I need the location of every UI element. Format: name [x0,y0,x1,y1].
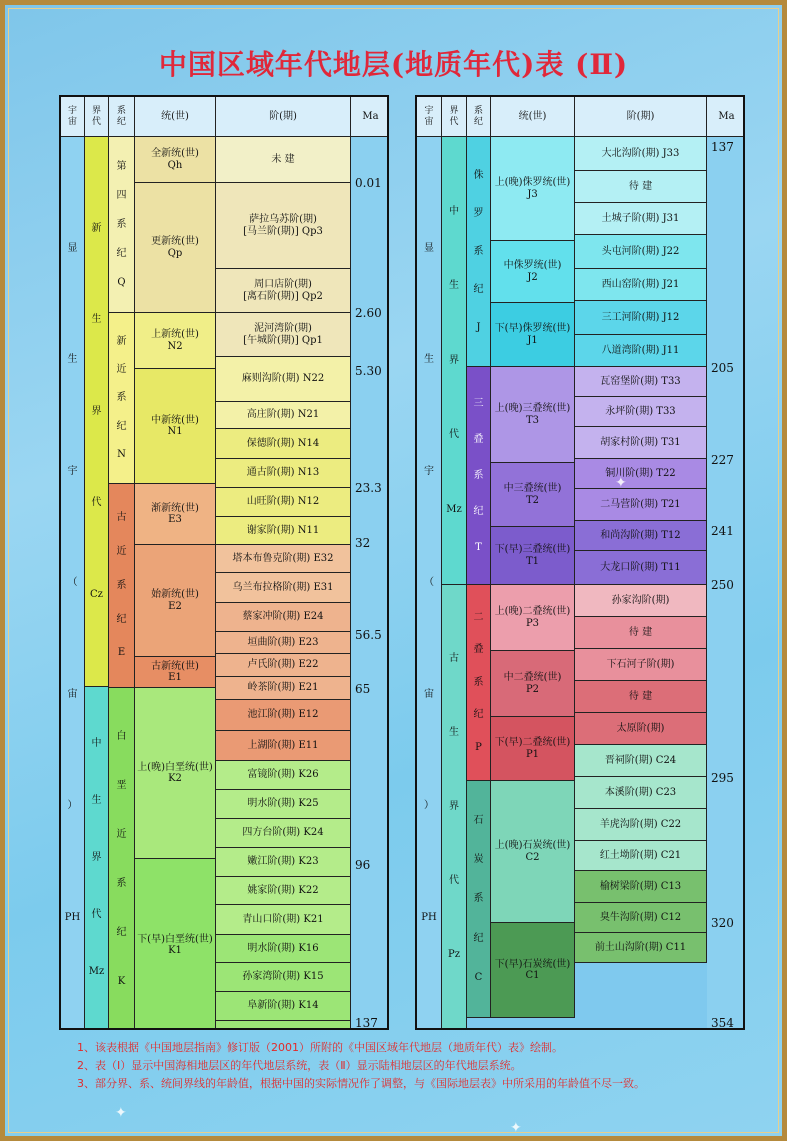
stage-cell: 太原阶(期) [575,713,707,745]
ma-value: 56.5 [355,628,382,642]
footnote-1: 1、该表根据《中国地层指南》修订版（2001）所附的《中国区域年代地层（地质年代）表》绘制。 [77,1041,563,1054]
stage-cell: 岭茶阶(期) E21 [216,677,351,700]
ma-value: 0.01 [355,176,382,190]
series-cell: 古新统(世) E1 [135,657,216,688]
series-cell: 中二叠统(世) P2 [491,651,575,717]
series-cell: 上(晚)二叠统(世) P3 [491,585,575,651]
ma-value: 65 [355,682,371,696]
stage-cell: 未 建 [216,137,351,183]
era-cell: 新 生 界 代 Cz [85,137,109,687]
stratigraphy-tables [5,5,782,1136]
period-cell: 白 垩 近 系 纪 K [109,688,135,1030]
stage-cell: 通古阶(期) N13 [216,459,351,488]
header-period: 系 纪 [109,97,135,137]
stage-cell: 阜新阶(期) K14 [216,992,351,1021]
stage-cell: 头屯河阶(期) J22 [575,235,707,269]
stage-cell: 富镜阶(期) K26 [216,761,351,790]
stage-cell: 孙家湾阶(期) K15 [216,963,351,992]
header-ma: Ma [707,97,745,137]
era-cell: 中 生 界 代 Mz [442,137,467,585]
series-cell: 上(晚)石炭统(世) C2 [491,781,575,923]
stage-cell: 乌兰布拉格阶(期) E31 [216,573,351,603]
series-cell: 中侏罗统(世) J2 [491,241,575,303]
stage-cell: 麻则沟阶(期) N22 [216,357,351,402]
stage-cell: 下石河子阶(期) [575,649,707,681]
ma-value: 320 [711,916,734,930]
sparkle-icon: ✦ [115,1105,127,1121]
stage-cell: 待 建 [575,617,707,649]
stage-cell: 永坪阶(期) T33 [575,397,707,427]
stage-cell: 四方台阶(期) K24 [216,819,351,848]
stage-cell: 八道湾阶(期) J11 [575,335,707,367]
stage-cell: 前土山沟阶(期) C11 [575,933,707,963]
header-stage: 阶(期) [575,97,707,137]
left-stratigraphy-table [59,95,389,1030]
ma-value: 354 [711,1016,734,1030]
stage-cell: 周口店阶(期) [离石阶(期)] Qp2 [216,269,351,313]
header-eon: 宇 宙 [417,97,442,137]
stage-cell: 西山窑阶(期) J21 [575,269,707,301]
footnote-3: 3、部分界、系、统间界线的年龄值，根据中国的实际情况作了调整，与《国际地层表》中所采用的年龄值不尽一致。 [77,1077,645,1091]
stage-cell: 萨拉乌苏阶(期) [马兰阶(期)] Qp3 [216,183,351,269]
header-ma: Ma [351,97,389,137]
footnote-2: 2、表（Ⅰ）显示中国海相地层区的年代地层系统，表（Ⅱ）显示陆相地层区的年代地层系统。 [77,1059,522,1073]
ma-value: 241 [711,524,734,538]
ma-value: 5.30 [355,364,382,378]
ma-value: 137 [711,140,734,154]
stage-cell: 待 建 [575,681,707,713]
header-era: 界 代 [442,97,467,137]
stage-cell: 孙家沟阶(期) [575,585,707,617]
period-cell: 古 近 系 纪 E [109,484,135,688]
header-series: 统(世) [135,97,216,137]
right-stratigraphy-table [415,95,745,1030]
period-cell: 新 近 系 纪 N [109,313,135,484]
stage-cell: 本溪阶(期) C23 [575,777,707,809]
series-cell: 上(晚)侏罗统(世) J3 [491,137,575,241]
stage-cell: 土城子阶(期) J31 [575,203,707,235]
stage-cell: 垣曲阶(期) E23 [216,632,351,654]
stage-cell: 青山口阶(期) K21 [216,905,351,935]
stage-cell: 胡家村阶(期) T31 [575,427,707,459]
stage-cell: 明水阶(期) K25 [216,790,351,819]
eon-cell: 显 生 宇 （ 宙 ） PH [61,137,85,1030]
ma-value: 250 [711,578,734,592]
ma-value: 32 [355,536,371,550]
stage-cell: 三工河阶(期) J12 [575,301,707,335]
stage-cell: 待 建 [575,171,707,203]
stage-cell: 山旺阶(期) N12 [216,488,351,517]
period-cell: 三 叠 系 纪 T [467,367,491,585]
footnotes [77,1041,757,1096]
ma-value: 137 [355,1016,378,1030]
stage-cell: 上湖阶(期) E11 [216,731,351,761]
series-cell: 始新统(世) E2 [135,545,216,657]
sparkle-icon: ✦ [615,475,627,491]
series-cell: 中三叠统(世) T2 [491,463,575,527]
series-cell: 中新统(世) N1 [135,369,216,484]
ma-value: 295 [711,771,734,785]
stage-cell: 榆树梁阶(期) C13 [575,871,707,903]
era-cell: 中 生 界 代 Mz [85,687,109,1030]
period-cell: 石 炭 系 纪 C [467,781,491,1018]
series-cell: 下(早)三叠统(世) T1 [491,527,575,585]
stage-cell: 红土坳阶(期) C21 [575,841,707,871]
stage-cell: 二马营阶(期) T21 [575,489,707,521]
header-era: 界 代 [85,97,109,137]
eon-cell: 显 生 宇 （ 宙 ） PH [417,137,442,1030]
period-cell: 二 叠 系 纪 P [467,585,491,781]
stage-cell: 明水阶(期) K16 [216,935,351,963]
stage-cell: 高庄阶(期) N21 [216,402,351,429]
stage-cell: 大北沟阶(期) J33 [575,137,707,171]
series-cell: 上(晚)白垩统(世) K2 [135,688,216,859]
era-cell: 古 生 界 代 Pz [442,585,467,1030]
series-cell: 下(早)石炭统(世) C1 [491,923,575,1018]
stage-cell: 蔡家冲阶(期) E24 [216,603,351,632]
stage-cell: 和尚沟阶(期) T12 [575,521,707,551]
period-cell: 侏 罗 系 纪 J [467,137,491,367]
header-series: 统(世) [491,97,575,137]
stage-cell: 卢氏阶(期) E22 [216,654,351,677]
stage-cell: 晋祠阶(期) C24 [575,745,707,777]
series-cell: 渐新统(世) E3 [135,484,216,545]
stage-cell: 谢家阶(期) N11 [216,517,351,545]
series-cell: 更新统(世) Qp [135,183,216,313]
page-title: 中国区域年代地层(地质年代)表 (Ⅱ) [158,48,629,81]
ma-column [351,137,389,1030]
ma-value: 23.3 [355,481,382,495]
series-cell: 上(晚)三叠统(世) T3 [491,367,575,463]
ma-value: 96 [355,858,371,872]
ma-value: 227 [711,453,734,467]
stage-cell: 泥河湾阶(期) [午城阶(期)] Qp1 [216,313,351,357]
sparkle-icon: ✦ [510,1120,522,1136]
stage-cell: 嫩江阶(期) K23 [216,848,351,877]
stage-cell: 臭牛沟阶(期) C12 [575,903,707,933]
series-cell: 下(早)二叠统(世) P1 [491,717,575,781]
stage-cell: 保德阶(期) N14 [216,429,351,459]
ma-value: 2.60 [355,306,382,320]
ma-value: 205 [711,361,734,375]
series-cell: 全新统(世) Qh [135,137,216,183]
header-eon: 宇 宙 [61,97,85,137]
stage-cell: 大龙口阶(期) T11 [575,551,707,585]
header-stage: 阶(期) [216,97,351,137]
header-period: 系 纪 [467,97,491,137]
stage-cell: 姚家阶(期) K22 [216,877,351,905]
stage-cell [216,1021,351,1030]
stage-cell: 铜川阶(期) T22 [575,459,707,489]
series-cell: 下(早)白垩统(世) K1 [135,859,216,1030]
series-cell: 上新统(世) N2 [135,313,216,369]
stage-cell: 瓦窑堡阶(期) T33 [575,367,707,397]
stage-cell: 池江阶(期) E12 [216,700,351,731]
stage-cell: 羊虎沟阶(期) C22 [575,809,707,841]
period-cell: 第 四 系 纪 Q [109,137,135,313]
stage-cell: 塔本布鲁克阶(期) E32 [216,545,351,573]
series-cell: 下(早)侏罗统(世) J1 [491,303,575,367]
